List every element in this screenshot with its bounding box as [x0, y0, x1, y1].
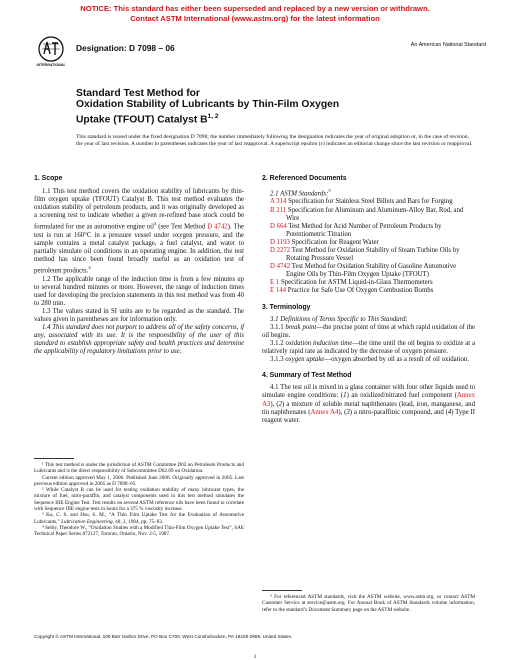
- footnote-1a: ¹ This test method is under the jurisdiction of ASTM Committee D02 on Petroleum Products and Lubricants and is the direct responsibility of Subcommittee D02.09 on Oxidation.: [34, 462, 244, 475]
- title-line-2: Oxidation Stability of Lubricants by Thin-Film Oxygen: [76, 99, 340, 111]
- reference-link[interactable]: E 144: [270, 287, 287, 295]
- item-number: 4: [447, 408, 452, 416]
- term-oxidation-induction-time: oxidation induction time: [285, 339, 353, 347]
- para-4-1-text: ), (: [338, 408, 347, 416]
- reference-link[interactable]: E 1: [270, 279, 280, 287]
- term-oxygen-uptake: oxygen uptake: [285, 356, 325, 364]
- definition-oxygen-uptake: —oxygen absorbed by oil as a result of oil oxidation.: [324, 356, 469, 364]
- footnote-3-after: , 40, 2, 1984, pp. 75–83.: [112, 518, 164, 525]
- link-annex-a3[interactable]: Annex A3: [262, 392, 475, 408]
- item-number: 1: [343, 392, 347, 400]
- para-4-1: [262, 384, 475, 424]
- reference-item: [270, 287, 475, 295]
- title-line-3: [76, 111, 396, 126]
- designation: Designation: D 7098 – 06: [76, 43, 175, 53]
- left-footnotes: [34, 462, 244, 538]
- term-break-point: break point: [285, 323, 317, 331]
- reference-list: [270, 198, 475, 295]
- reference-title: Specification for Stainless Steel Billets and Bars for Forging: [286, 198, 453, 206]
- para-4-1-text: ), (: [270, 400, 279, 408]
- fn-ref-4: 4: [88, 265, 91, 271]
- para-3-1-2-number: 3.1.2: [270, 339, 286, 347]
- left-footnote-rule: [34, 458, 74, 459]
- reference-title: Specification for Aluminum and Aluminum-Alloy Bar, Rod, and Wire: [286, 206, 464, 222]
- issue-note: This standard is issued under the fixed designation D 7098; the number immediately following the designation indicates the year of original adoption or, in the case of revision, the year of last revision. A number in parentheses indicates the year of last reapproval. A superscript epsilon (ε) indicates an editorial change since the last revision or reapproval.: [76, 134, 473, 148]
- astm-logo: [38, 36, 64, 70]
- right-footnote-rule: [262, 590, 302, 591]
- definition-break-point: —the precise point of time at which rapid oxidation of the oil begins.: [262, 323, 475, 339]
- para-4-1-text: ) a mixture of soluble metal naphthenates (lead, iron, manganese, and tin naphthenates (: [262, 400, 475, 416]
- footnote-3: [34, 512, 244, 525]
- para-4-1-text: ) an oxidized/nitrated fuel component (: [346, 392, 457, 400]
- fn-ref-3: 3: [153, 221, 157, 227]
- title-line-1: Standard Test Method for: [76, 88, 200, 99]
- para-1-2: 1.2 The applicable range of the induction time is from a few minutes up to several hundred minutes or more. However, the range of induction times used for developing the precision statements in this test method was from 40 to 280 min.: [34, 275, 244, 307]
- logo-caption: INTERNATIONAL: [36, 63, 66, 67]
- title-footnote-ref: 1, 2: [207, 112, 219, 120]
- reference-link[interactable]: D 1193: [270, 238, 290, 246]
- left-column: [34, 175, 244, 357]
- para-3-1-3-number: 3.1.3: [270, 356, 286, 364]
- footnote-3-text: ³ Ku, C. S. and Hsu, S. M., “A Thin Film Uptake Test for the Evaluation of Automotive Lubricants,”: [34, 512, 244, 525]
- footnote-4: ⁴ Selby, Theodore W., “Oxidation Studies with a Modified Thin-Film Oxygen Uptake Test”, SAE Technical Paper Series 872127, Toronto, Ontario, Nov. 2-5, 1987.: [34, 524, 244, 538]
- national-standard-label: An American National Standard: [410, 42, 486, 48]
- right-footnotes: [262, 594, 475, 613]
- footnote-2: ² While Catalyst B can be used for testing oxidation stability of many lubricant types, the mixture of fuel, nitro-paraffin, and catalyst components used in this test method simulates the Sequence IIIE Engine Test. Test results on several ASTM reference oils have been found to correlate with Sequence IIIE engine tests in hours for a 375 % viscosity increase.: [34, 487, 244, 513]
- terminology-heading: 3. Terminology: [262, 303, 311, 311]
- para-3-1-1: [262, 324, 475, 340]
- footnote-5: ⁵ For referenced ASTM standards, visit the ASTM website, www.astm.org, or contact ASTM Customer Service at service@astm.org. For Annual Book of ASTM Standards volume information, refer to the standard’s Document Summary page on the ASTM website.: [262, 594, 475, 613]
- reference-link[interactable]: D 2272: [270, 247, 291, 255]
- reference-title: Test Method for Oxidation Stability of Steam Turbine Oils by Rotating Pressure Vessel: [286, 247, 460, 263]
- para-4-1-text: ) a nitro-paraffinic compound, and (: [349, 408, 448, 416]
- withdrawal-notice: [0, 4, 510, 24]
- para-3-1-2: [262, 340, 475, 356]
- reference-link[interactable]: B 211: [270, 206, 287, 214]
- footnote-1b: Current edition approved May 1, 2006. Published June 2006. Originally approved in 2005. Last previous edition approved in 2005 as D 7098–05.: [34, 474, 244, 487]
- document-title: [76, 88, 396, 126]
- reference-item: [270, 279, 475, 287]
- para-1-1-after: ). The test is run at 160°C in a pressure vessel under oxygen pressure, and the sample contains a metal catalyst package, a fuel catalyst, and water to partially simulate oil conditions in an operating engine. In addition, the test method has since been found broadly useful as an oxidation test of petroleum products.: [34, 223, 244, 275]
- item-number: 2: [278, 400, 283, 408]
- reference-item: [270, 239, 475, 247]
- summary-heading: 4. Summary of Test Method: [262, 372, 352, 380]
- astm-standards-intro: [262, 187, 475, 198]
- referenced-docs-heading: 2. Referenced Documents: [262, 175, 347, 182]
- reference-item: [270, 263, 475, 279]
- copyright-notice: Copyright © ASTM International, 100 Barr Harbor Drive, PO Box C700, West Conshohocken, PA 19428-2959, United States.: [34, 634, 293, 639]
- footnote-3-journal: Lubrication Engineering: [61, 518, 113, 525]
- para-4-1-text: 4.1 The test oil is mixed in a glass container with four other liquids used to simulate engine conditions: (: [262, 384, 475, 400]
- reference-link[interactable]: D 664: [270, 222, 287, 230]
- fn-ref-5: 5: [328, 188, 331, 194]
- reference-item: [270, 207, 475, 223]
- reference-title: Specification for ASTM Liquid-in-Glass Thermometers: [279, 279, 433, 287]
- right-column: [262, 175, 475, 425]
- para-3-1-3: [262, 356, 475, 364]
- title-line-3-text: Uptake (TFOUT) Catalyst B: [76, 114, 208, 126]
- para-3-1: 3.1 Definitions of Terms Specific to This Standard:: [270, 315, 408, 323]
- astm-standards-label: 2.1 ASTM Standards:: [270, 190, 329, 198]
- reference-title: Practice for Safe Use Of Oxygen Combustion Bombs: [286, 287, 434, 295]
- para-1-1: [34, 188, 244, 275]
- reference-link[interactable]: D 4742: [270, 263, 291, 271]
- para-1-1-text: 1.1 This test method covers the oxidation stability of lubricants by thin-film oxygen uptake (TFOUT) Catalyst B. This test method evaluates the oxidation stability of petroleum products, and it was originally developed as a screening test to indicate whether a given re-refined base stock could be formulated for use as automotive engine oil: [34, 188, 244, 231]
- notice-line-2: Contact ASTM International (www.astm.org) for the latest information: [130, 14, 380, 23]
- scope-heading: 1. Scope: [34, 175, 63, 182]
- para-1-3: 1.3 The values stated in SI units are to be regarded as the standard. The values given in parentheses are for information only.: [34, 307, 244, 324]
- para-1-4: 1.4 This standard does not purport to address all of the safety concerns, if any, associated with its use. It is the responsibility of the user of this standard to establish appropriate safety and health practices and determine the applicability of regulatory limitations prior to use.: [34, 324, 244, 356]
- reference-title: Test Method for Acid Number of Petroleum Products by Potentiometric Titration: [286, 222, 442, 238]
- reference-title: Test Method for Oxidation Stability of Gasoline Automotive Engine Oils by Thin-Film Oxygen Uptake (TFOUT): [286, 263, 457, 279]
- link-d4742[interactable]: D 4742: [207, 223, 228, 231]
- para-1-1-mid: (see Test Method: [156, 223, 208, 231]
- para-4-1-text: ) Type II reagent water.: [262, 408, 475, 424]
- item-number: 3: [346, 408, 350, 416]
- link-annex-a4[interactable]: Annex A4: [310, 408, 339, 416]
- definition-oxidation-induction-time: —the time until the oil begins to oxidize at a relatively rapid rate as indicated by the decrease of oxygen pressure.: [262, 339, 475, 356]
- page-number: 1: [253, 654, 257, 660]
- reference-title: Specification for Reagent Water: [289, 238, 379, 246]
- reference-link[interactable]: A 314: [270, 198, 287, 206]
- para-3-1-1-number: 3.1.1: [270, 323, 286, 331]
- reference-item: [270, 247, 475, 263]
- notice-line-1: NOTICE: This standard has either been superseded and replaced by a new version or withdrawn.: [80, 4, 430, 13]
- reference-item: [270, 198, 475, 206]
- reference-item: [270, 223, 475, 239]
